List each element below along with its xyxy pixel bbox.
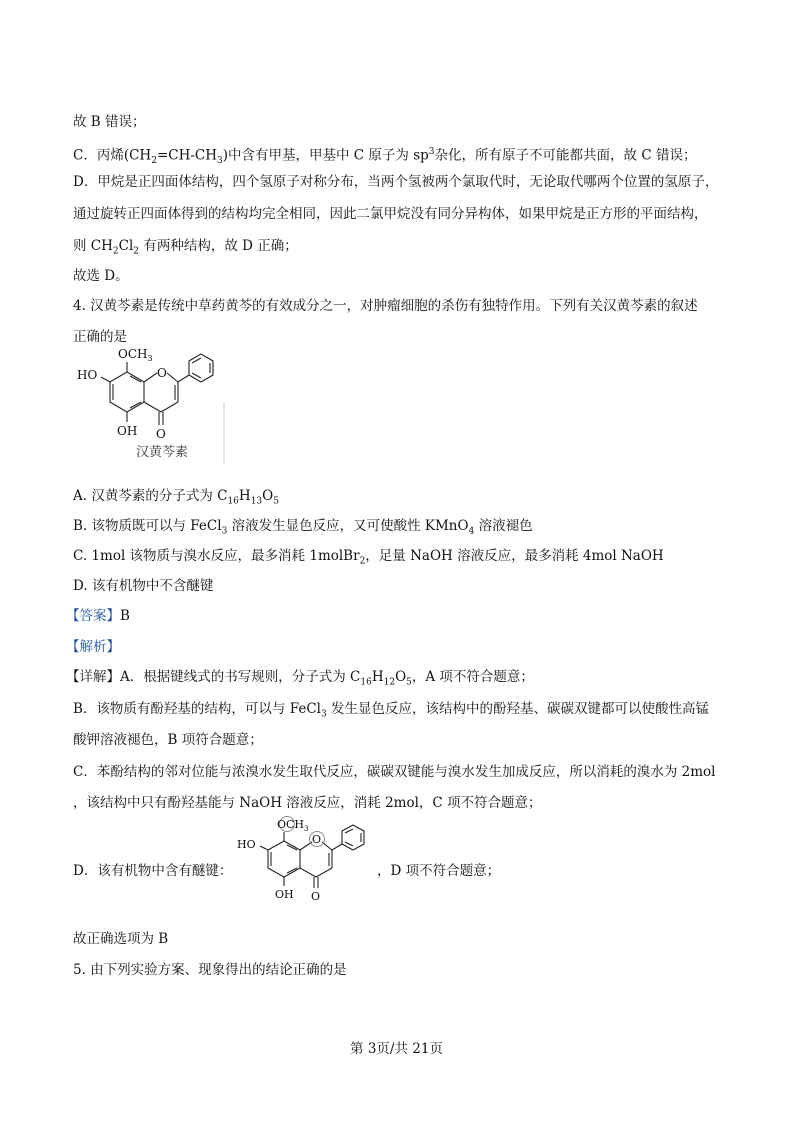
detail-line: D．该有机物中含有醚键：: [73, 863, 233, 879]
answer-label: 【答案】: [66, 608, 120, 624]
text-span: O: [262, 488, 274, 504]
subscript: 2: [151, 156, 157, 167]
text-span: =CH-CH: [156, 147, 218, 164]
text-span: )中含有甲基，甲基中 C 原子为 sp: [222, 147, 429, 164]
option-c: [73, 546, 664, 572]
oh-label: OH: [117, 424, 138, 438]
subscript: 4: [468, 526, 475, 537]
detail-line: [73, 699, 709, 725]
detail-line: ，D 项不符合题意；: [377, 863, 501, 879]
subscript: 16: [360, 677, 372, 688]
text-span: H: [238, 488, 251, 504]
option-d: D. 该有机物中不含醚键: [73, 578, 214, 594]
text-span: A. 汉黄芩素的分子式为 C: [73, 488, 228, 504]
ether-bond-structure-figure: [232, 815, 382, 907]
ring-oxygen-label: O: [312, 833, 322, 846]
keto-oxygen-label: O: [311, 890, 321, 903]
superscript: 3: [428, 147, 435, 157]
subscript: 16: [227, 496, 239, 507]
ho-label: HO: [77, 368, 98, 382]
subscript: 3: [217, 156, 223, 167]
keto-oxygen-label: O: [156, 427, 166, 441]
text-span: 则 CH: [73, 238, 113, 254]
text-span: H: [371, 669, 384, 685]
text-span: B. 该物质既可以与 FeCl: [73, 518, 222, 534]
text-line: D．甲烷是正四面体结构，四个氢原子对称分布，当两个氢被两个氯取代时，无论取代哪两个位置的氢原子，: [73, 174, 719, 190]
text-span: 发生显色反应，该结构中的酚羟基、碳碳双键都可以使酸性高锰: [326, 701, 710, 717]
text-line: 故选 D。: [73, 268, 129, 284]
subscript: 12: [383, 677, 396, 688]
subscript: 5: [406, 677, 412, 688]
och3-label: $OCH_3$: [277, 818, 309, 833]
question-4: 4. 汉黄芩素是传统中草药黄芩的有效成分之一，对肿瘤细胞的杀伤有独特作用。下列有关汉黄芩素的叙述: [73, 298, 698, 314]
text-line: 故 B 错误；: [73, 114, 146, 130]
text-span: 杂化，所有原子不可能都共面，故 C 错误；: [434, 147, 697, 164]
detail-line: 故正确选项为 B: [73, 931, 169, 947]
subscript: 2: [112, 246, 119, 257]
figure-caption: 汉黄芩素: [136, 445, 189, 460]
text-span: ，足量 NaOH 溶液反应，最多消耗 4mol NaOH: [365, 548, 664, 564]
option-a: [73, 486, 279, 512]
text-span: 溶液发生显色反应，又可使酸性 KMnO: [227, 518, 469, 534]
question-5: 5. 由下列实验方案、现象得出的结论正确的是: [73, 962, 347, 978]
question-4-cont: 正确的是: [73, 329, 127, 345]
text-span: Cl: [118, 238, 134, 254]
detail-line: [66, 667, 534, 693]
page-footer: 第 3页/共 21页: [350, 1041, 443, 1057]
ring-oxygen-label: O: [157, 366, 167, 380]
och3-label: $OCH_3$: [118, 347, 153, 363]
subscript: 3: [320, 709, 327, 720]
subscript: 5: [273, 496, 279, 507]
text-span: B．该物质有酚羟基的结构，可以与 FeCl: [73, 701, 321, 717]
analysis-label: 【解析】: [66, 639, 120, 655]
detail-line: ，该结构中只有酚羟基能与 NaOH 溶液反应，消耗 2mol，C 项不符合题意；: [73, 795, 542, 811]
subscript: 2: [359, 556, 366, 567]
wogonin-structure-figure: [72, 342, 227, 464]
text-line: 通过旋转正四面体得到的结构均完全相同，因此二氯甲烷没有同分异构体，如果甲烷是正方形的平面结构，: [73, 206, 708, 222]
text-span: C．丙烯(CH: [73, 147, 152, 164]
text-span: O: [395, 669, 407, 685]
ho-label: HO: [237, 838, 256, 851]
text-span: ，A 项不符合题意；: [411, 669, 534, 685]
text-span: C. 1mol 该物质与溴水反应，最多消耗 1molBr: [73, 548, 360, 564]
text-span: 【详解】A．根据键线式的书写规则，分子式为 C: [66, 669, 361, 685]
text-span: 溶液褪色: [474, 518, 533, 534]
text-line: [73, 236, 298, 262]
subscript: 3: [221, 526, 228, 537]
text-line: [73, 142, 696, 171]
detail-line: C．苯酚结构的邻对位能与浓溴水发生取代反应，碳碳双键能与溴水发生加成反应，所以消耗的溴水为 2mol: [73, 764, 716, 780]
answer-line: [66, 606, 130, 626]
text-span: 有两种结构，故 D 正确；: [139, 238, 298, 254]
answer-value: B: [120, 608, 130, 624]
detail-line: 酸钾溶液褪色，B 项符合题意；: [73, 732, 263, 748]
subscript: 13: [250, 496, 263, 507]
option-b: [73, 516, 533, 542]
oh-label: OH: [275, 888, 294, 901]
subscript: 2: [133, 246, 140, 257]
